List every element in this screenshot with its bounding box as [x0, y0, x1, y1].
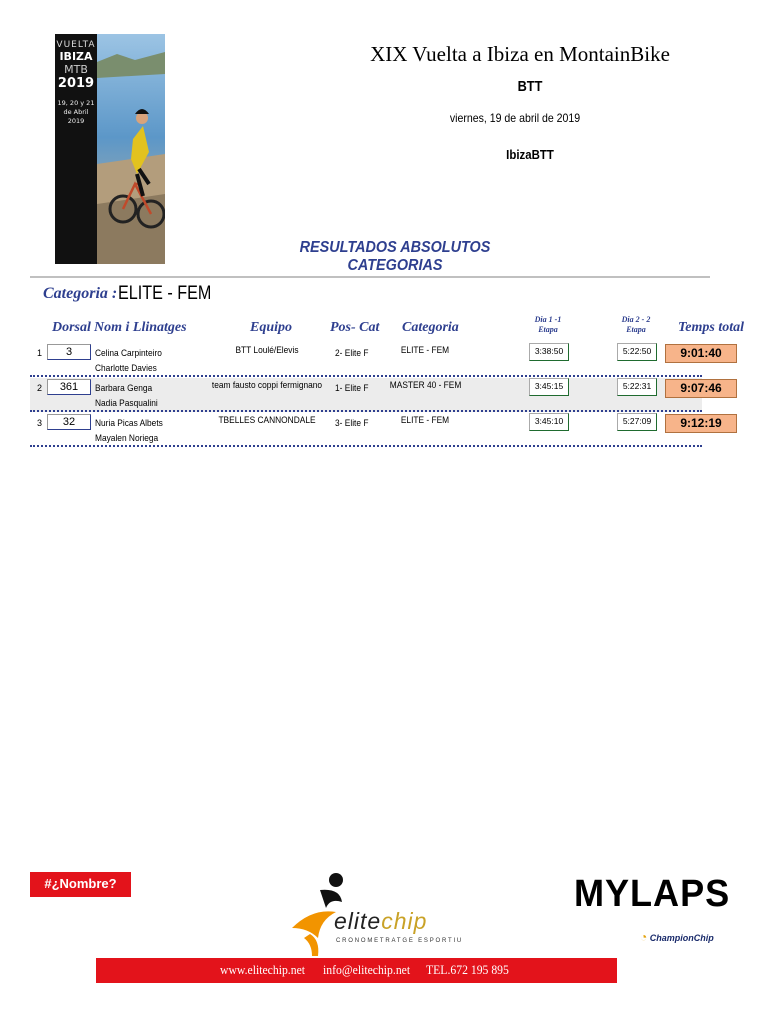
elitechip-word-elite: elite — [334, 908, 382, 934]
event-poster — [55, 34, 165, 264]
row-rider-2: Charlotte Davies — [95, 363, 157, 374]
row-stage1-time: 3:45:15 — [529, 378, 569, 396]
header-divider — [30, 276, 710, 278]
event-title: XIX Vuelta a Ibiza en MontainBike — [370, 42, 670, 66]
table-row — [30, 343, 722, 377]
row-category: MASTER 40 - FEM — [389, 380, 462, 391]
row-pos-cat: 1- Elite F — [335, 383, 369, 394]
category-value: ELITE - FEM — [118, 283, 212, 304]
row-separator — [30, 375, 702, 377]
row-rider-2: Nadia Pasqualini — [95, 398, 158, 409]
row-rider-1: Nuria Picas Albets — [95, 418, 163, 429]
table-row — [30, 413, 722, 447]
elitechip-wordmark — [334, 908, 427, 935]
championchip-logo — [640, 930, 714, 944]
col-header-stage2 — [616, 315, 656, 335]
row-stage1-time: 3:45:10 — [529, 413, 569, 431]
row-stage2-time: 5:22:50 — [617, 343, 657, 361]
poster-line-1: VUELTA — [56, 40, 96, 50]
website-link[interactable]: www.elitechip.net — [220, 962, 306, 977]
row-total-time: 9:12:19 — [665, 414, 737, 433]
name-error-tag: #¿Nombre? — [30, 872, 131, 897]
row-team: TBELLES CANNONDALE — [218, 415, 316, 426]
col-header-pos-cat: Pos- Cat — [330, 320, 380, 335]
row-pos-cat: 3- Elite F — [335, 418, 369, 429]
row-category: ELITE - FEM — [400, 345, 450, 356]
elitechip-tagline: CRONOMETRATGE ESPORTIU — [336, 938, 464, 944]
elitechip-word-chip: chip — [381, 908, 428, 934]
championchip-icon: ◔ — [640, 930, 648, 944]
category-label: Categoria : — [43, 285, 118, 302]
row-rider-2: Mayalen Noriega — [95, 433, 159, 444]
row-stage2-time: 5:22:31 — [617, 378, 657, 396]
organizer-club: IbizaBTT — [506, 147, 554, 162]
row-position: 3 — [37, 418, 43, 428]
row-category: ELITE - FEM — [400, 415, 450, 426]
row-rider-1: Celina Carpinteiro — [95, 348, 162, 359]
cyclist-photo — [97, 34, 165, 264]
row-dorsal: 32 — [47, 414, 91, 430]
row-team: team fausto coppi fermignano — [211, 380, 323, 391]
contact-bar — [96, 958, 617, 983]
row-total-time: 9:07:46 — [665, 379, 737, 398]
poster-line-5: 19, 20 y 21 de Abril 2019 — [57, 99, 95, 125]
email-link[interactable]: info@elitechip.net — [323, 962, 411, 977]
row-team: BTT Loulé/Elevis — [235, 345, 299, 356]
row-dorsal: 361 — [47, 379, 91, 395]
col-header-team: Equipo — [250, 320, 293, 335]
col-header-stage2-line2: Etapa — [626, 325, 646, 334]
section-title: RESULTADOS ABSOLUTOS CATEGORIAS — [299, 239, 491, 274]
poster-line-2: IBIZA — [59, 50, 93, 63]
row-separator — [30, 410, 702, 412]
row-position: 2 — [37, 383, 43, 393]
event-date: viernes, 19 de abril de 2019 — [449, 111, 581, 125]
row-pos-cat: 2- Elite F — [335, 348, 369, 359]
championchip-label: ChampionChip — [649, 933, 714, 943]
poster-line-4: 2019 — [57, 76, 95, 91]
poster-text — [55, 34, 97, 126]
row-stage2-time: 5:27:09 — [617, 413, 657, 431]
elitechip-logo — [290, 868, 464, 958]
col-header-stage1-line2: Etapa — [538, 325, 558, 334]
mylaps-logo: MYLAPS — [574, 873, 731, 915]
col-header-names: Nom i Llinatges — [94, 320, 187, 335]
row-separator — [30, 445, 702, 447]
col-header-dorsal: Dorsal — [52, 320, 91, 335]
row-rider-1: Barbara Genga — [95, 383, 153, 394]
row-stage1-time: 3:38:50 — [529, 343, 569, 361]
col-header-stage1 — [530, 315, 566, 335]
col-header-total: Temps total — [678, 320, 744, 335]
event-subtitle: BTT — [517, 78, 543, 95]
col-header-stage2-line1: Dia 2 - 2 — [621, 315, 651, 324]
col-header-category: Categoria — [402, 320, 459, 335]
row-position: 1 — [37, 348, 43, 358]
col-header-stage1-line1: Dia 1 -1 — [534, 315, 562, 324]
phone-number: TEL.672 195 895 — [426, 962, 509, 977]
poster-line-3: MTB — [64, 63, 88, 76]
row-dorsal: 3 — [47, 344, 91, 360]
row-total-time: 9:01:40 — [665, 344, 737, 363]
table-row — [30, 378, 722, 412]
